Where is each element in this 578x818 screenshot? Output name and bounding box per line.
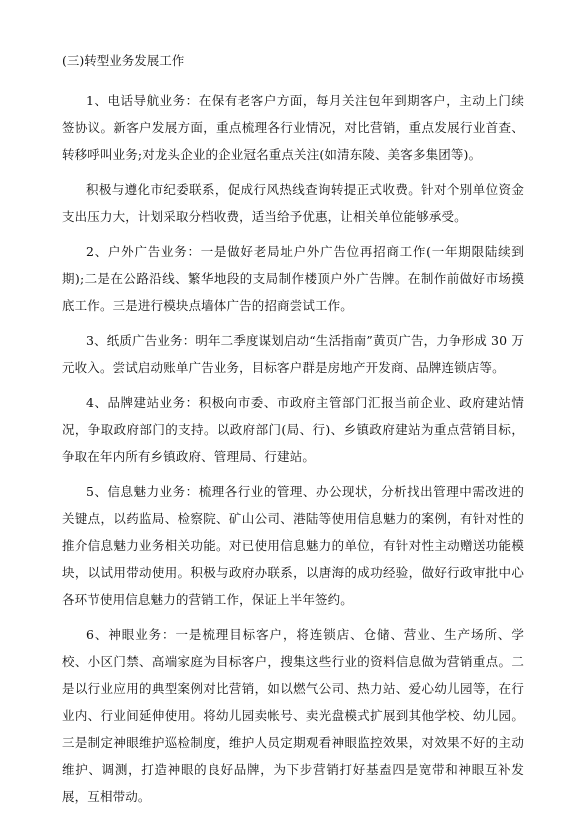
paragraph-print-advertising: 3、纸质广告业务：明年二季度谋划启动“生活指南”黄页广告，力争形成 30 万元收入。尝试启动账单广告业务，目标客户群是房地产开发商、品牌连锁店等。 — [62, 333, 524, 375]
paragraph-info-charm: 5、信息魅力业务：梳理各行业的管理、办公现状，分析找出管理中需改进的关键点，以药监局、检察院、矿山公司、港陆等使用信息魅力的案例，有针对性的推介信息魅力业务相关功能。对已使用信息魅力的单位，有针对性主动赠送功能模块，以试用带动使用。积极与政府办联系，以唐海的成功经验，做好行政审批中心各环节使用信息魅力的营销工作，保证上半年签约。 — [62, 484, 524, 607]
paragraph-divine-eye: 6、神眼业务：一是梳理目标客户，将连锁店、仓储、营业、生产场所、学校、小区门禁、高端家庭为目标客户，搜集这些行业的资料信息做为营销重点。二是以行业应用的典型案例对比营销，如以燃气公司、热力站、爱心幼儿园等，在行业内、行业间延伸使用。将幼儿园卖帐号、卖光盘模式扩展到其他学校、幼儿园。三是制定神眼维护巡检制度，维护人员定期观看神眼监控效果，对效果不好的主动维护、调测，打造神眼的良好品牌，为下步营销打好基盍四是宽带和神眼互补发展，互相带动。 — [62, 627, 524, 804]
document-page — [62, 53, 524, 818]
paragraph-hotline-charging: 积极与遵化市纪委联系，促成行风热线查询转提正式收费。针对个别单位资金支出压力大，计划采取分档收费，适当给予优惠，让相关单位能够承受。 — [62, 182, 524, 224]
section-heading: (三)转型业务发展工作 — [62, 53, 185, 68]
paragraph-brand-website: 4、品牌建站业务：积极向市委、市政府主管部门汇报当前企业、政府建站情况，争取政府部门的支持。以政府部门(局、行)、乡镇政府建站为重点营销目标，争取在年内所有乡镇政府、管理局、行建站。 — [62, 395, 524, 464]
paragraph-outdoor-advertising: 2、户外广告业务：一是做好老局址户外广告位再招商工作(一年期限陆续到期);二是在公路沿线、繁华地段的支局制作楼顶户外广告牌。在制作前做好市场摸底工作。三是进行模块点墙体广告的招商尝试工作。 — [62, 244, 524, 313]
paragraph-phone-navigation: 1、电话导航业务：在保有老客户方面，每月关注包年到期客户，主动上门续签协议。新客户发展方面，重点梳理各行业情况，对比营销，重点发展行业首查、转移呼叫业务;对龙头企业的企业冠名重点关注(如清东陵、美客多集团等)。 — [62, 93, 524, 162]
